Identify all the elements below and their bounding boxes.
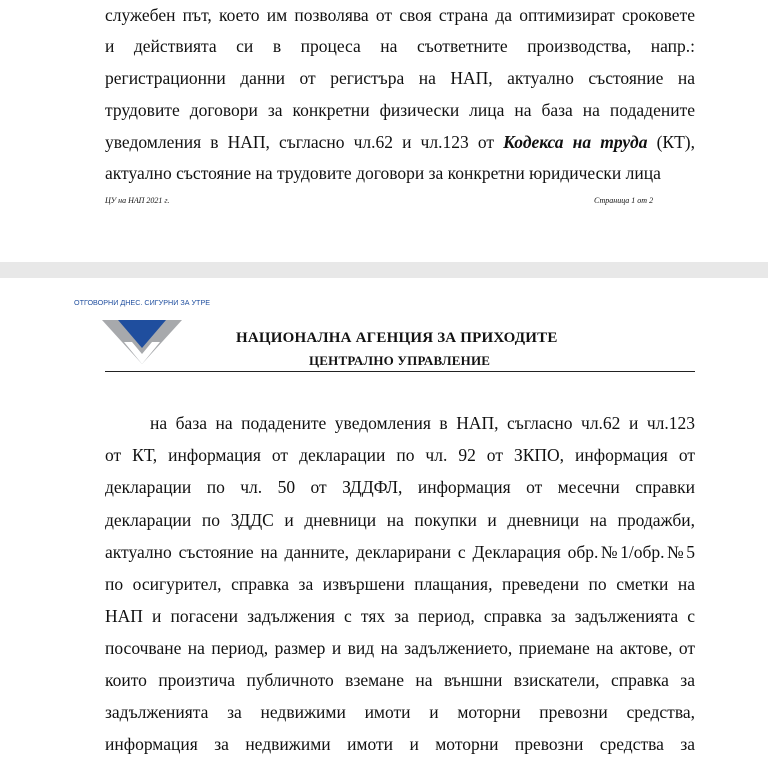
footer-document-id: ЦУ на НАП 2021 г. [105, 196, 170, 205]
body-line: от КТ, информация от декларации по чл. 92 от ЗКПО, информация от [105, 445, 695, 465]
agency-unit: ЦЕНТРАЛНО УПРАВЛЕНИЕ [309, 353, 491, 368]
body-line: актуално състояние на трудовите договори за конкретни юридически лица [105, 163, 661, 183]
body-line: НАП и погасени задължения с тях за период, справка за задълженията с [105, 606, 695, 626]
body-line: декларации по ЗДДС и дневници на покупки и дневници на продажби, [105, 510, 695, 530]
labor-code-emphasis: Кодекса на труда [503, 132, 648, 152]
body-line: трудовите договори за конкретни физически лица на база на подадените [105, 100, 695, 120]
document-page-2 [0, 278, 768, 764]
body-line [105, 129, 695, 155]
logo-slogan: ОТГОВОРНИ ДНЕС. СИГУРНИ ЗА УТРЕ [74, 298, 211, 307]
body-line: на база на подадените уведомления в НАП, съгласно чл.62 и чл.123 [150, 413, 695, 433]
body-line: посочване на период, размер и вид на задължението, приемане на актове, от [105, 638, 695, 658]
body-line: и действията си в процеса на съответните производства, напр.: [105, 36, 695, 56]
header-divider [105, 371, 695, 372]
body-line: актуално състояние на данните, декларирани с Декларация обр.№1/обр.№5 [105, 542, 695, 562]
agency-name: НАЦИОНАЛНА АГЕНЦИЯ ЗА ПРИХОДИТЕ [236, 330, 558, 346]
body-text: (КТ), [647, 132, 695, 152]
nra-logo-icon [72, 292, 222, 372]
body-line: задълженията за недвижими имоти и моторни превозни средства, [105, 702, 695, 722]
body-line: които произтича публичното вземане на външни взискатели, справка за [105, 670, 695, 690]
body-line: регистрационни данни от регистъра на НАП, актуално състояние на [105, 68, 695, 88]
body-text: уведомления в НАП, съгласно чл.62 и чл.123 от [105, 132, 504, 152]
footer-page-number: Страница 1 от 2 [594, 196, 654, 205]
body-line: информация за недвижими имоти и моторни превозни средства за [105, 734, 695, 754]
body-line: служебен път, което им позволява от своя страна да оптимизират сроковете [105, 5, 695, 25]
document-page-1 [0, 0, 768, 262]
body-line: по осигурител, справка за извършени плащания, преведени по сметки на [105, 574, 695, 594]
body-line: декларации по чл. 50 от ЗДДФЛ, информация от месечни справки [105, 477, 695, 497]
